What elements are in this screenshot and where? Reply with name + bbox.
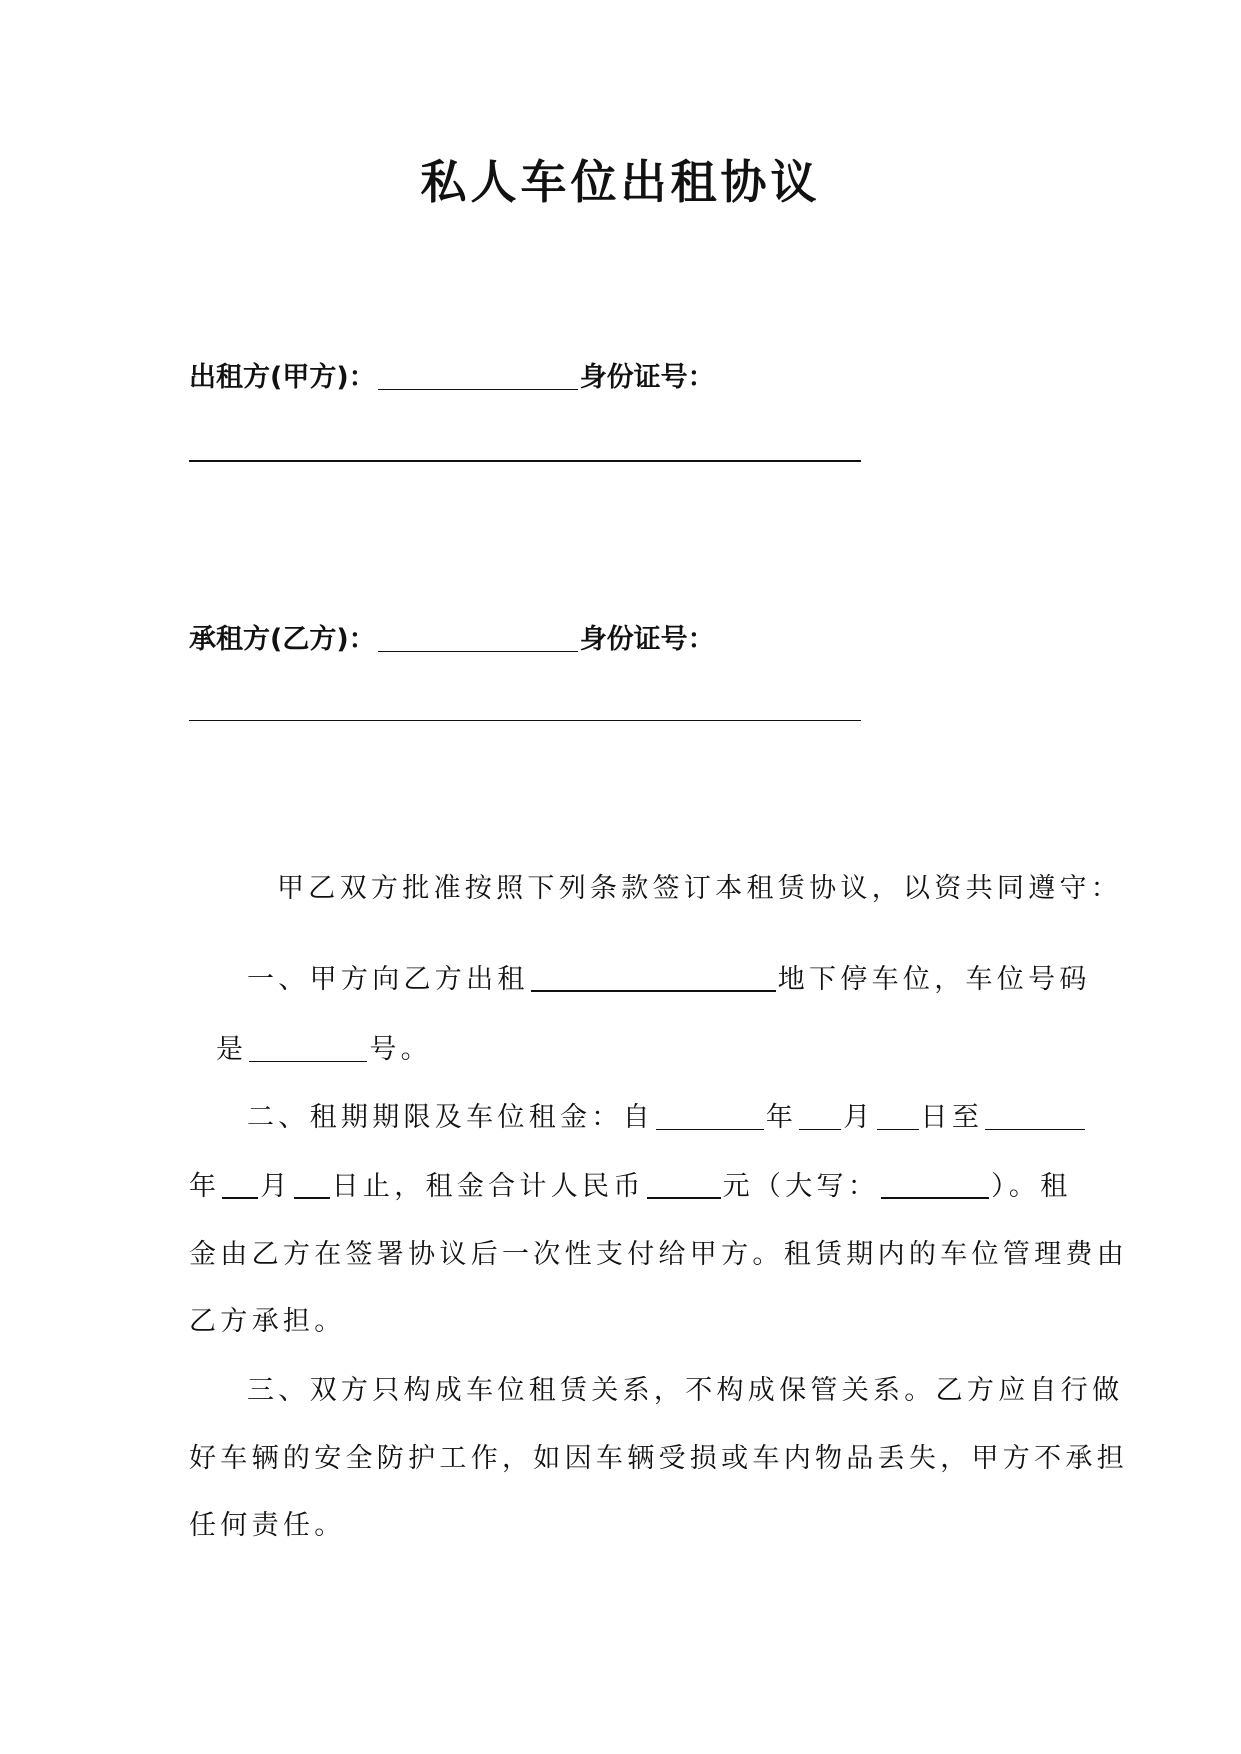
start-day-blank[interactable]: [877, 1101, 919, 1130]
day-end-label: 日止，租金合计人民币: [331, 1171, 645, 1202]
clause-2-line-4: 乙方承担。: [189, 1306, 346, 1337]
day-to-label: 日至: [920, 1102, 984, 1133]
end-month-blank[interactable]: [222, 1169, 258, 1199]
start-month-blank[interactable]: [799, 1101, 841, 1130]
clause-1-text-c: 是: [216, 1034, 248, 1065]
yuan-label: 元（大写：: [722, 1171, 880, 1202]
clause-1-text-a: 一、甲方向乙方出租: [247, 964, 529, 995]
party-b-name-blank[interactable]: [378, 623, 578, 652]
party-a-name-blank[interactable]: [378, 361, 578, 390]
party-b-id-label: 身份证号：: [579, 624, 715, 655]
clause-2-text-a: 二、租期期限及车位租金：自: [247, 1102, 654, 1133]
clause-1-line-2: [216, 1030, 1086, 1070]
party-b-id-blank[interactable]: [189, 720, 861, 721]
party-b-label: 承租方(乙方)：: [189, 624, 376, 655]
clause-2-line-3: 金由乙方在签署协议后一次性支付给甲方。租赁期内的车位管理费由: [189, 1239, 1128, 1270]
party-b-row: [189, 620, 715, 660]
clause-1-line-1: [247, 960, 1117, 1000]
clause-3-line-3: 任何责任。: [189, 1510, 346, 1541]
year2-label: 年: [189, 1171, 221, 1202]
party-a-label: 出租方(甲方)：: [189, 362, 376, 393]
end-day-blank[interactable]: [294, 1169, 330, 1199]
rent-amount-blank[interactable]: [647, 1169, 721, 1199]
clause-1-text-d: 号。: [369, 1034, 432, 1065]
month2-label: 月: [260, 1171, 292, 1202]
clause-2-line-2: [189, 1167, 1072, 1207]
document-title: 私人车位出租协议: [420, 155, 821, 209]
month-label: 月: [843, 1102, 875, 1133]
clause-2-close: ）。租: [991, 1171, 1072, 1202]
clause-3-line-1: 三、双方只构成车位租赁关系，不构成保管关系。乙方应自行做: [247, 1375, 1124, 1406]
party-a-row: [189, 358, 715, 398]
year-label: 年: [765, 1102, 798, 1133]
party-a-id-label: 身份证号：: [579, 362, 715, 393]
rent-uppercase-blank[interactable]: [881, 1169, 989, 1199]
intro-paragraph: 甲乙双方批准按照下列条款签订本租赁协议，以资共同遵守：: [277, 873, 1123, 904]
start-year-blank[interactable]: [656, 1101, 764, 1130]
parking-location-blank[interactable]: [531, 962, 776, 992]
end-year-blank[interactable]: [985, 1101, 1085, 1130]
parking-number-blank[interactable]: [249, 1033, 367, 1062]
clause-2-line-1: [247, 1098, 1117, 1138]
party-a-id-blank[interactable]: [189, 460, 861, 462]
clause-3-line-2: 好车辆的安全防护工作，如因车辆受损或车内物品丢失，甲方不承担: [189, 1443, 1128, 1474]
clause-1-text-b: 地下停车位，车位号码: [777, 964, 1091, 995]
